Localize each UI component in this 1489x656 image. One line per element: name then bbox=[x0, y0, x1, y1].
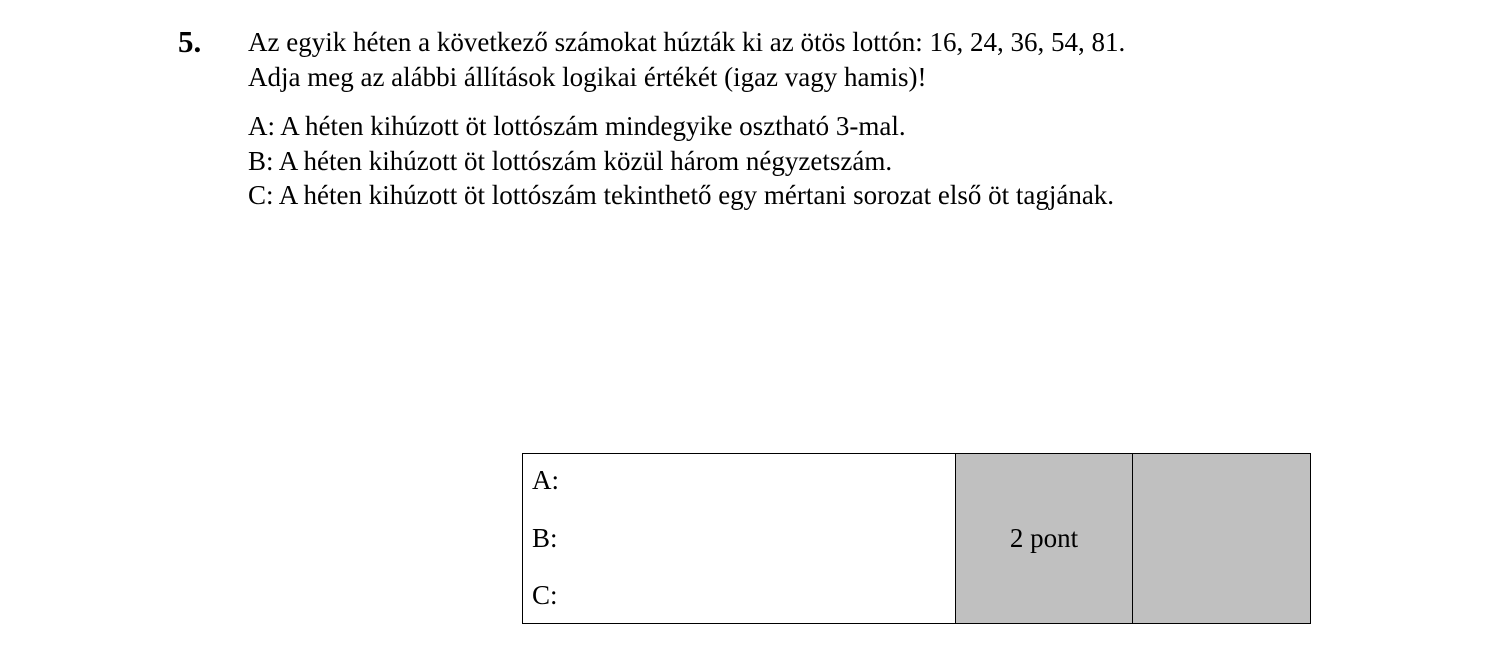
statement-c: C: A héten kihúzott öt lottószám tekinthető egy mértani sorozat első öt tagjának. bbox=[248, 180, 1115, 210]
intro-line-2: Adja meg az alábbi állítások logikai értékét (igaz vagy hamis)! bbox=[248, 62, 927, 92]
answer-box bbox=[522, 453, 1311, 624]
task-intro bbox=[248, 25, 1125, 95]
statement-list bbox=[248, 109, 1114, 213]
intro-line-1: Az egyik héten a következő számokat húzták ki az ötös lottón: 16, 24, 36, 54, 81. bbox=[248, 27, 1126, 57]
points-label: 2 pont bbox=[1009, 523, 1079, 553]
points-cell bbox=[956, 454, 1133, 623]
answer-area[interactable] bbox=[523, 454, 956, 623]
answer-label-a: A: bbox=[532, 465, 559, 495]
statement-b: B: A héten kihúzott öt lottószám közül három négyzetszám. bbox=[248, 145, 893, 176]
answer-label-c: C: bbox=[532, 580, 558, 610]
task-number: 5. bbox=[178, 24, 202, 59]
score-cell bbox=[1133, 454, 1310, 623]
answer-label-b: B: bbox=[532, 523, 558, 553]
statement-a: A: A héten kihúzott öt lottószám mindegyike osztható 3-mal. bbox=[248, 111, 906, 141]
